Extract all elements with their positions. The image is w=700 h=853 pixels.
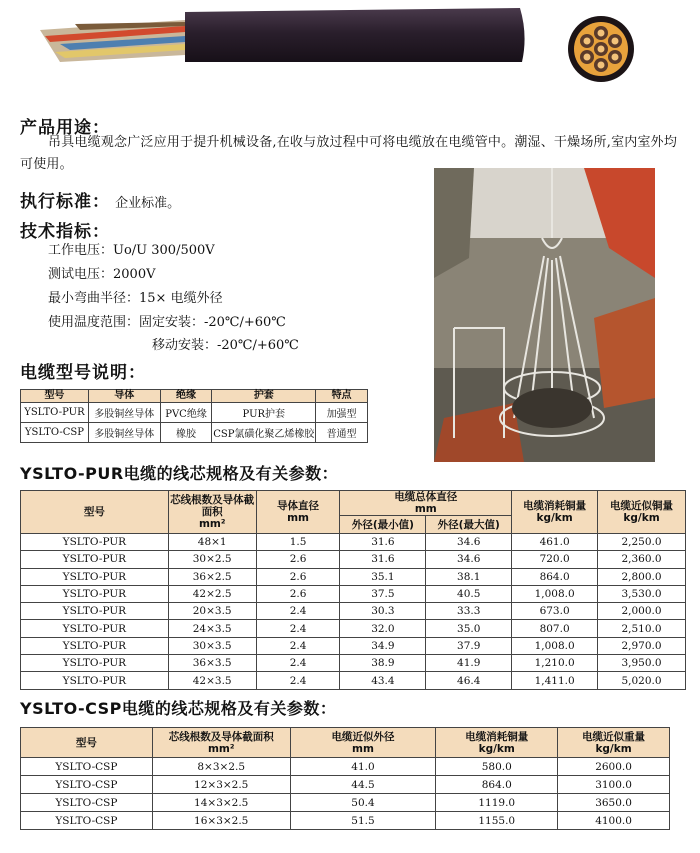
- table-row: [21, 794, 670, 812]
- table-cell: 2.4: [256, 603, 340, 620]
- table-cell: YSLTO-PUR: [21, 568, 169, 585]
- cell: YSLTO-PUR: [21, 403, 89, 423]
- table-cell: 1,008.0: [512, 585, 598, 602]
- model-table: [20, 389, 368, 443]
- table-row: [21, 585, 686, 602]
- table-cell: YSLTO-CSP: [21, 776, 153, 794]
- table-cell: 2600.0: [558, 758, 670, 776]
- table-cell: 2.6: [256, 551, 340, 568]
- table-row: [21, 672, 686, 689]
- table-cell: 34.6: [426, 551, 512, 568]
- table-cell: 14×3×2.5: [152, 794, 290, 812]
- table-row: [21, 568, 686, 585]
- table-cell: 30×2.5: [168, 551, 256, 568]
- table-cell: 35.0: [426, 620, 512, 637]
- table-cell: 2,970.0: [598, 637, 686, 654]
- col-header-copper: 电缆消耗铜量 kg/km: [436, 728, 558, 758]
- table-cell: 30×3.5: [168, 637, 256, 654]
- table-cell: 2,000.0: [598, 603, 686, 620]
- table-row: [21, 655, 686, 672]
- table-cell: 2.6: [256, 585, 340, 602]
- cell: 多股铜丝导体: [88, 423, 160, 443]
- table-row: [21, 423, 368, 443]
- table-cell: 5,020.0: [598, 672, 686, 689]
- table-cell: 2,800.0: [598, 568, 686, 585]
- table-cell: 3,530.0: [598, 585, 686, 602]
- cell: 多股铜丝导体: [88, 403, 160, 423]
- col-header-max: 外径(最大值): [426, 516, 512, 534]
- col-header-copper: 电缆消耗铜量 kg/km: [512, 491, 598, 534]
- table-cell: 41.0: [290, 758, 436, 776]
- standard-value: 企业标准。: [115, 196, 181, 211]
- table-cell: 2.4: [256, 620, 340, 637]
- table-cell: 51.5: [290, 812, 436, 830]
- table-cell: 42×3.5: [168, 672, 256, 689]
- spec-line: 测试电压：2000V: [48, 267, 156, 282]
- table-cell: 461.0: [512, 534, 598, 551]
- table-cell: YSLTO-PUR: [21, 672, 169, 689]
- pur-spec-table: [20, 490, 686, 690]
- table-cell: 1,210.0: [512, 655, 598, 672]
- model-heading: 电缆型号说明：: [20, 363, 146, 383]
- table-cell: YSLTO-CSP: [21, 758, 153, 776]
- table-cell: 2.4: [256, 655, 340, 672]
- table-cell: 2.6: [256, 568, 340, 585]
- cable-image: [0, 0, 700, 90]
- col-header: 绝缘: [160, 390, 212, 403]
- table-cell: YSLTO-PUR: [21, 585, 169, 602]
- table-cell: 24×3.5: [168, 620, 256, 637]
- table-cell: 34.9: [340, 637, 426, 654]
- specs-heading: 技术指标：: [20, 222, 110, 242]
- table-cell: 16×3×2.5: [152, 812, 290, 830]
- cell: 加强型: [316, 403, 368, 423]
- table-cell: 864.0: [512, 568, 598, 585]
- table-cell: 1,008.0: [512, 637, 598, 654]
- table-cell: 2,360.0: [598, 551, 686, 568]
- table-cell: 32.0: [340, 620, 426, 637]
- table-cell: 48×1: [168, 534, 256, 551]
- standard-heading: 执行标准：: [20, 192, 110, 212]
- col-header-weight: 电缆近似铜量 kg/km: [598, 491, 686, 534]
- table-cell: 50.4: [290, 794, 436, 812]
- table-cell: 2.4: [256, 672, 340, 689]
- table-row: [21, 603, 686, 620]
- table-cell: 2.4: [256, 637, 340, 654]
- table-cell: 36×2.5: [168, 568, 256, 585]
- table-cell: 720.0: [512, 551, 598, 568]
- table-cell: 36×3.5: [168, 655, 256, 672]
- usage-text: 吊具电缆观念广泛应用于提升机械设备,在收与放过程中可将电缆放在电缆管中。潮湿、干燥场所,室内室外均可使用。: [20, 135, 678, 172]
- col-header-model: 型号: [21, 728, 153, 758]
- csp-table-title: YSLTO-CSP电缆的线芯规格及有关参数：: [20, 699, 337, 718]
- spec-line: 使用温度范围：固定安装：-20℃/+60℃: [48, 315, 286, 330]
- col-header: 导体: [88, 390, 160, 403]
- table-cell: 20×3.5: [168, 603, 256, 620]
- table-cell: 38.9: [340, 655, 426, 672]
- col-header-model: 型号: [21, 491, 169, 534]
- table-cell: 35.1: [340, 568, 426, 585]
- table-cell: 3100.0: [558, 776, 670, 794]
- table-cell: YSLTO-CSP: [21, 794, 153, 812]
- table-cell: 41.9: [426, 655, 512, 672]
- table-cell: 673.0: [512, 603, 598, 620]
- table-cell: 2,250.0: [598, 534, 686, 551]
- table-cell: YSLTO-PUR: [21, 637, 169, 654]
- table-cell: YSLTO-PUR: [21, 655, 169, 672]
- table-cell: 3650.0: [558, 794, 670, 812]
- table-cell: YSLTO-PUR: [21, 603, 169, 620]
- col-header-od: 电缆近似外径 mm: [290, 728, 436, 758]
- table-row: [21, 758, 670, 776]
- table-row: [21, 637, 686, 654]
- col-header-min: 外径(最小值): [340, 516, 426, 534]
- table-cell: 46.4: [426, 672, 512, 689]
- col-header-cores: 芯线根数及导体截面积 mm²: [168, 491, 256, 534]
- cell: PVC绝缘: [160, 403, 212, 423]
- table-cell: 2,510.0: [598, 620, 686, 637]
- table-cell: 580.0: [436, 758, 558, 776]
- table-cell: 1,411.0: [512, 672, 598, 689]
- spec-line: 移动安装：-20℃/+60℃: [152, 338, 299, 353]
- table-cell: 38.1: [426, 568, 512, 585]
- table-cell: YSLTO-PUR: [21, 620, 169, 637]
- col-header: 护套: [212, 390, 316, 403]
- table-row: [21, 620, 686, 637]
- col-header-cores: 芯线根数及导体截面积 mm²: [152, 728, 290, 758]
- standard-row: [20, 187, 180, 215]
- table-row: [21, 812, 670, 830]
- table-cell: 8×3×2.5: [152, 758, 290, 776]
- table-cell: YSLTO-PUR: [21, 551, 169, 568]
- spec-line: 最小弯曲半径：15× 电缆外径: [48, 291, 223, 306]
- table-cell: 1155.0: [436, 812, 558, 830]
- table-cell: 1119.0: [436, 794, 558, 812]
- table-row: [21, 403, 368, 423]
- table-cell: 37.9: [426, 637, 512, 654]
- table-cell: 43.4: [340, 672, 426, 689]
- usage-heading: 产品用途：: [20, 118, 110, 138]
- table-cell: YSLTO-PUR: [21, 534, 169, 551]
- cable-cross-section-image: [568, 16, 634, 82]
- spec-line: 工作电压：Uo/U 300/500V: [48, 243, 215, 258]
- table-cell: 12×3×2.5: [152, 776, 290, 794]
- table-cell: 864.0: [436, 776, 558, 794]
- table-cell: 44.5: [290, 776, 436, 794]
- table-cell: 4100.0: [558, 812, 670, 830]
- cell: CSP氯磺化聚乙烯橡胶: [212, 423, 316, 443]
- col-header-overall: 电缆总体直径 mm: [340, 491, 512, 516]
- table-cell: 30.3: [340, 603, 426, 620]
- col-header: 型号: [21, 390, 89, 403]
- table-row: [21, 776, 670, 794]
- csp-spec-table: [20, 727, 670, 830]
- cell: PUR护套: [212, 403, 316, 423]
- table-cell: YSLTO-CSP: [21, 812, 153, 830]
- cell: 橡胶: [160, 423, 212, 443]
- table-cell: 3,950.0: [598, 655, 686, 672]
- table-cell: 1.5: [256, 534, 340, 551]
- col-header-conductor: 导体直径 mm: [256, 491, 340, 534]
- table-row: [21, 534, 686, 551]
- table-cell: 34.6: [426, 534, 512, 551]
- table-row: [21, 551, 686, 568]
- table-cell: 33.3: [426, 603, 512, 620]
- col-header-weight: 电缆近似重量 kg/km: [558, 728, 670, 758]
- table-cell: 42×2.5: [168, 585, 256, 602]
- cell: YSLTO-CSP: [21, 423, 89, 443]
- pur-table-title: YSLTO-PUR电缆的线芯规格及有关参数：: [20, 464, 339, 483]
- cell: 普通型: [316, 423, 368, 443]
- col-header: 特点: [316, 390, 368, 403]
- crane-photo: [434, 168, 655, 462]
- table-cell: 31.6: [340, 551, 426, 568]
- table-cell: 807.0: [512, 620, 598, 637]
- table-cell: 31.6: [340, 534, 426, 551]
- table-cell: 37.5: [340, 585, 426, 602]
- table-cell: 40.5: [426, 585, 512, 602]
